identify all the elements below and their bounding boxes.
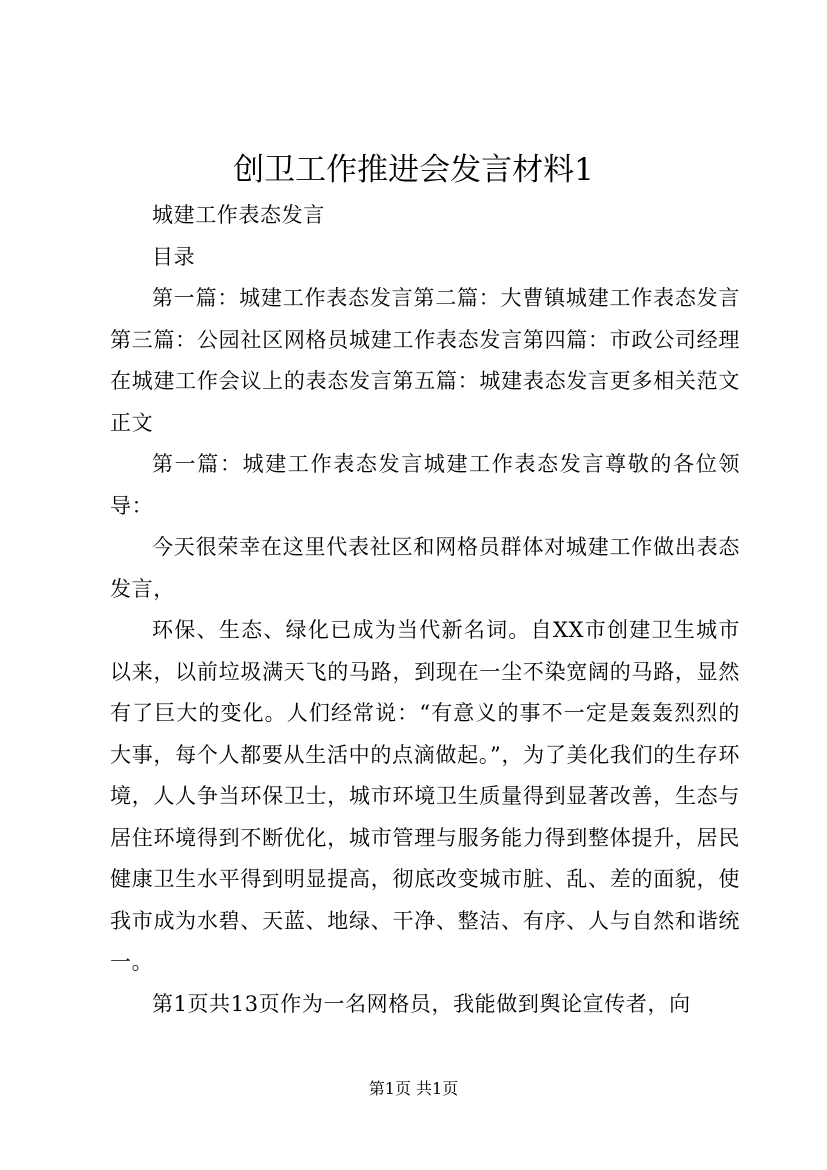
page-footer: 第1页 共1页 xyxy=(368,1079,459,1098)
paragraph-toc: 第一篇：城建工作表态发言第二篇：大曹镇城建工作表态发言第三篇：公园社区网格员城建工作表态发言第四篇：市政公司经理在城建工作会议上的表态发言第五篇：城建表态发言更多相关范文正文 xyxy=(110,286,740,435)
paragraph-toc-heading: 目录 xyxy=(152,244,196,269)
paragraph-first-article: 第一篇：城建工作表态发言城建工作表态发言尊敬的各位领导： xyxy=(110,452,740,518)
document-title: 创卫工作推进会发言材料1 xyxy=(233,152,594,188)
document-body xyxy=(110,195,740,1025)
paragraph-environment: 环保、生态、绿化已成为当代新名词。自XX市创建卫生城市以来，以前垃圾满天飞的马路，到现在一尘不染宽阔的马路，显然有了巨大的变化。人们经常说：“有意义的事不一定是轰轰烈烈的大事，每个人都要从生活中的点滴做起。”，为了美化我们的生存环境，人人争当环保卫士，城市环境卫生质量得到显著改善，生态与居住环境得到不断优化，城市管理与服务能力得到整体提升，居民健康卫生水平得到明显提高，彻底改变城市脏、乱、差的面貌，使我市成为水碧、天蓝、地绿、干净、整洁、有序、人与自然和谐统一。 xyxy=(110,618,740,974)
paragraph-subtitle: 城建工作表态发言 xyxy=(152,203,325,227)
paragraph-grid-member: 第1页共13页作为一名网格员，我能做到舆论宣传者，向 xyxy=(152,991,691,1016)
paragraph-intro: 今天很荣幸在这里代表社区和网格员群体对城建工作做出表态发言， xyxy=(110,535,740,601)
